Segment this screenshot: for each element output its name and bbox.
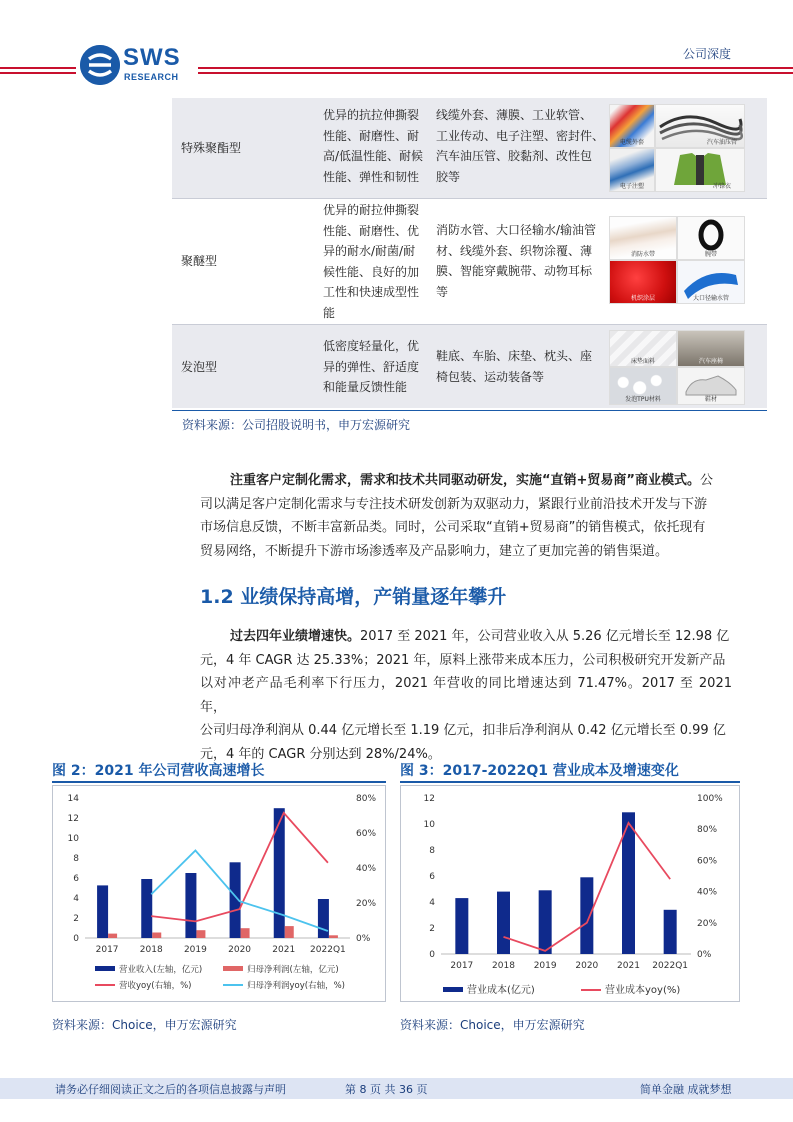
- left-tick-label: 8: [429, 846, 435, 856]
- right-tick-label: 0%: [697, 950, 712, 960]
- text-line: 以对冲老产品毛利率下行压力，2021 年营收的同比增速达到 71.47%。2017 至 2021 年，: [200, 676, 732, 715]
- legend-label: 营收yoy(右轴，%): [119, 981, 192, 991]
- bar-secondary: [285, 926, 294, 938]
- bar-secondary: [152, 933, 161, 939]
- category-tick-label: 2022Q1: [310, 945, 346, 955]
- left-tick-label: 4: [429, 898, 435, 908]
- mattress-fabric-image: 床垫面料: [609, 330, 677, 367]
- text-line: [230, 469, 732, 493]
- text-line: 市场信息反馈，不断丰富新品类。同时，公司采取“直销+贸易商”的销售模式，依托现有: [200, 520, 706, 535]
- header-rule: [0, 67, 76, 69]
- bar-primary: [318, 899, 329, 938]
- text-line: 候性能、良好的加: [323, 264, 420, 279]
- table-source: 资料来源：公司招股说明书，申万宏源研究: [182, 418, 411, 432]
- application-cell: [436, 346, 606, 387]
- car-seat-image: 汽车座椅: [677, 330, 745, 367]
- header-rule: [198, 67, 793, 69]
- right-tick-label: 40%: [697, 887, 718, 898]
- header-rule: [198, 72, 793, 74]
- table-row: [172, 325, 767, 408]
- legend-swatch: [223, 966, 243, 971]
- bar-primary: [539, 890, 552, 954]
- right-tick-label: 20%: [356, 899, 377, 909]
- text-line: 能: [323, 305, 336, 320]
- left-tick-label: 12: [423, 794, 435, 804]
- text-line: 性能、弹性和韧性: [323, 169, 420, 184]
- category-tick-label: 2017: [95, 945, 119, 955]
- paragraph-performance: [200, 625, 732, 766]
- category-tick-label: 2017: [450, 961, 474, 971]
- table-bottom-rule: [172, 410, 767, 411]
- right-tick-label: 40%: [356, 864, 377, 874]
- fire-hose-image: 消防水带: [609, 216, 677, 260]
- footer-slogan: 简单金融 成就梦想: [640, 1083, 732, 1096]
- left-tick-label: 0: [429, 950, 435, 960]
- table-row: [172, 199, 767, 324]
- text-line: 高/低温性能、耐候: [323, 149, 424, 163]
- text-line: 工性和快速成型性: [323, 285, 420, 299]
- sws-logo-icon: [80, 45, 120, 85]
- right-tick-label: 60%: [697, 856, 718, 867]
- fig2-title: 图 2：2021 年公司营收高速增长: [52, 763, 265, 779]
- category-tick-label: 2019: [533, 961, 557, 971]
- bar-secondary: [108, 934, 117, 938]
- category-tick-label: 2020: [228, 945, 252, 955]
- left-tick-label: 10: [423, 820, 435, 830]
- text-line: 胶等: [436, 169, 461, 184]
- text-line: 贸易网络，不断提升下游市场渗透率及产品影响力，建立了更加完善的销售渠道。: [200, 543, 669, 559]
- large-water-pipe-image: 大口径输水管: [677, 260, 745, 304]
- left-tick-label: 6: [73, 874, 79, 884]
- left-tick-label: 8: [73, 854, 79, 864]
- category-tick-label: 2021: [617, 961, 640, 971]
- bar-primary: [580, 877, 593, 954]
- paragraph-business-model: [200, 469, 732, 563]
- text-line: 和能量反馈性能: [323, 380, 408, 394]
- right-tick-label: 80%: [697, 825, 718, 836]
- logo-text: SWS: [123, 44, 181, 71]
- page-number: 第 8 页 共 36 页: [345, 1083, 428, 1096]
- foam-tpu-image: 发泡TPU材料: [609, 367, 677, 405]
- bold-lead: 过去四年业绩增速快。: [230, 629, 361, 644]
- type-cell: 特殊聚酯型: [181, 141, 242, 155]
- fig2-rule: [52, 781, 386, 783]
- text-line: 优异的抗拉伸撕裂: [323, 108, 420, 122]
- legend-swatch: [95, 966, 115, 971]
- electronic-molding-image: 电子注塑: [609, 148, 655, 192]
- bold-lead: 注重客户定制化需求，需求和技术共同驱动研发，实施“直销+贸易商”商业模式。: [230, 473, 700, 488]
- right-tick-label: 0%: [356, 934, 371, 944]
- bar-primary: [185, 873, 196, 938]
- text-line: 等: [436, 284, 449, 299]
- category-tick-label: 2018: [139, 945, 163, 955]
- application-cell: [436, 220, 606, 302]
- text-line: 性能、耐磨性、优: [323, 223, 420, 238]
- category-tick-label: 2019: [183, 945, 207, 955]
- fig3-chart-frame: [400, 785, 740, 1002]
- left-tick-label: 2: [429, 924, 435, 934]
- fig3-title: 图 3：2017-2022Q1 营业成本及增速变化: [400, 763, 679, 779]
- bar-primary: [141, 879, 152, 938]
- footer-disclaimer: 请务必仔细阅读正文之后的各项信息披露与声明: [55, 1083, 286, 1096]
- text-line: 材、线缆外套、织物涂覆、薄: [436, 243, 593, 258]
- feature-cell: [323, 336, 433, 398]
- legend-label: 营业收入(左轴，亿元): [119, 965, 203, 975]
- text-line: 元，4 年的 CAGR 分别达到 28%/24%。: [200, 746, 441, 762]
- application-cell: [436, 105, 606, 187]
- legend-label: 营业成本(亿元): [467, 985, 535, 996]
- right-tick-label: 20%: [697, 918, 718, 929]
- legend-label: 归母净利润yoy(右轴，%): [247, 981, 345, 991]
- bar-secondary: [329, 935, 338, 938]
- left-tick-label: 14: [67, 794, 79, 804]
- legend-label: 归母净利润(左轴，亿元): [247, 965, 339, 975]
- text-span: 公: [699, 473, 713, 488]
- section-title: 1.2 业绩保持高增，产销量逐年攀升: [200, 586, 507, 608]
- jacket-image: 冲锋衣: [655, 148, 745, 192]
- table-row: [172, 98, 767, 198]
- type-cell: 聚醚型: [181, 254, 218, 268]
- text-line: 线缆外套、薄膜、工业软管、: [436, 108, 593, 122]
- category-tick-label: 2022Q1: [652, 961, 689, 971]
- text-line: 异的弹性、舒适度: [323, 359, 420, 374]
- bar-primary: [97, 885, 108, 938]
- fig2-source: 资料来源：Choice，申万宏源研究: [52, 1018, 237, 1032]
- left-tick-label: 2: [73, 914, 79, 924]
- left-tick-label: 4: [73, 894, 79, 904]
- wristband-image: 腕带: [677, 216, 745, 260]
- left-tick-label: 6: [429, 872, 435, 882]
- hydraulic-tube-image: 汽车油压管: [655, 104, 745, 148]
- feature-cell: [323, 105, 433, 187]
- right-tick-label: 100%: [697, 794, 723, 804]
- category-tick-label: 2018: [492, 961, 515, 971]
- text-span: 2017 至 2021 年，公司营业收入从 5.26 亿元增长至 12.98 亿: [360, 629, 730, 644]
- feature-cell: [323, 200, 433, 323]
- left-tick-label: 12: [67, 814, 79, 824]
- report-type: 公司深度: [682, 47, 731, 61]
- text-line: 消防水管、大口径输水/输油管: [436, 223, 597, 237]
- text-line: 鞋底、车胎、床垫、枕头、座: [436, 349, 593, 363]
- fabric-coating-image: 机织涂层: [609, 260, 677, 304]
- text-line: 公司归母净利润从 0.44 亿元增长至 1.19 亿元，扣非后净利润从 0.42 亿元增长至 0.99 亿: [200, 723, 726, 738]
- text-line: 椅包装、运动装备等: [436, 369, 545, 384]
- legend-swatch: [443, 987, 463, 992]
- text-line: 优异的耐拉伸撕裂: [323, 203, 420, 217]
- text-line: 异的耐水/耐菌/耐: [323, 244, 416, 258]
- fig3-rule: [400, 781, 740, 783]
- legend-label: 营业成本yoy(%): [605, 985, 681, 996]
- category-tick-label: 2021: [272, 945, 296, 955]
- text-line: 元，4 年 CAGR 达 25.33%；2021 年，原料上涨带来成本压力，公司积极研究开发新产品: [200, 652, 726, 668]
- bar-secondary: [196, 930, 205, 938]
- right-tick-label: 60%: [356, 829, 377, 839]
- text-line: 工业传动、电子注塑、密封件、: [436, 128, 605, 143]
- left-tick-label: 10: [67, 834, 79, 844]
- header-rule: [0, 72, 76, 74]
- bar-primary: [664, 910, 677, 954]
- right-tick-label: 80%: [356, 794, 377, 804]
- text-line: 低密度轻量化，优: [323, 339, 420, 353]
- bar-primary: [497, 892, 510, 954]
- text-line: 汽车油压管、胶黏剂、改性包: [436, 149, 593, 163]
- cost-chart: [401, 786, 739, 1001]
- shoe-image: 鞋材: [677, 367, 745, 405]
- bar-primary: [274, 808, 285, 938]
- type-cell: 发泡型: [181, 360, 218, 374]
- logo-subtitle: RESEARCH: [124, 72, 179, 82]
- text-line: [230, 625, 732, 649]
- bar-primary: [455, 898, 468, 954]
- bar-secondary: [241, 928, 250, 938]
- revenue-chart: [53, 786, 385, 1001]
- text-line: 司以满足客户定制化需求与专注技术研发创新为双驱动力，紧跟行业前沿技术开发与下游: [200, 496, 708, 512]
- fig2-chart-frame: [52, 785, 386, 1002]
- text-line: 膜、智能穿戴腕带、动物耳标: [436, 264, 593, 278]
- left-tick-label: 0: [73, 934, 79, 944]
- fig3-source: 资料来源：Choice，申万宏源研究: [400, 1018, 585, 1032]
- text-line: 性能、耐磨性、耐: [323, 128, 420, 143]
- cable-sheath-image: 电缆外套: [609, 104, 655, 148]
- category-tick-label: 2020: [575, 961, 599, 971]
